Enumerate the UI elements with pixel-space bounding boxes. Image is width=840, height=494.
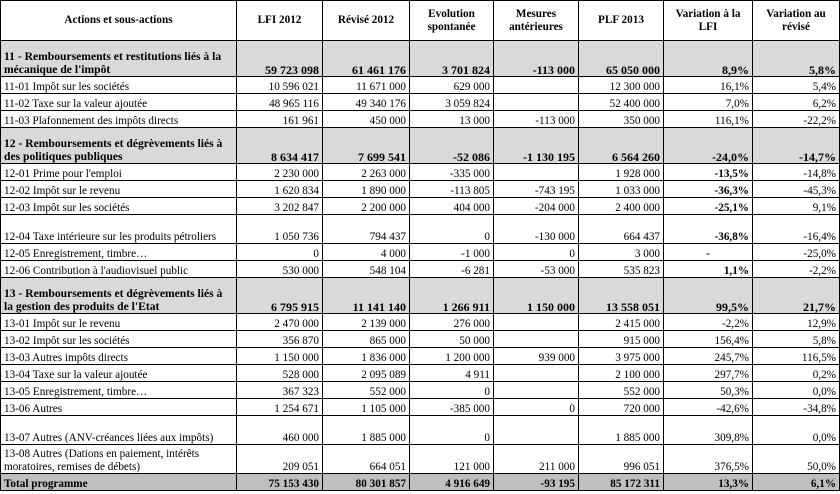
plf-2013-cell: 13 558 051: [579, 278, 664, 314]
evolution-cell: -1 000: [410, 244, 494, 261]
table-body: [1, 41, 840, 491]
revise-2012-cell: 61 461 176: [323, 41, 410, 77]
evolution-cell: 1 266 911: [410, 278, 494, 314]
variation-revise-cell: 5,8%: [753, 41, 840, 77]
evolution-cell: 50 000: [410, 331, 494, 348]
table-row: [1, 382, 840, 399]
row-label: 11 - Remboursements et restitutions liés à la mécanique de l'impôt: [1, 41, 237, 77]
mesures-cell: -130 000: [494, 215, 579, 244]
plf-2013-cell: 85 172 311: [579, 474, 664, 491]
variation-lfi-cell: 1,1%: [664, 261, 753, 278]
lfi-2012-cell: 530 000: [237, 261, 323, 278]
evolution-cell: -113 805: [410, 181, 494, 198]
section-row: [1, 41, 840, 77]
evolution-cell: 13 000: [410, 111, 494, 128]
variation-revise-cell: 116,5%: [753, 348, 840, 365]
plf-2013-cell: 2 100 000: [579, 365, 664, 382]
revise-2012-cell: 2 200 000: [323, 198, 410, 215]
mesures-cell: -743 195: [494, 181, 579, 198]
lfi-2012-cell: 10 596 021: [237, 77, 323, 94]
plf-2013-cell: 65 050 000: [579, 41, 664, 77]
section-row: [1, 128, 840, 164]
header-plf-2013: PLF 2013: [579, 1, 664, 41]
revise-2012-cell: 450 000: [323, 111, 410, 128]
mesures-cell: 0: [494, 244, 579, 261]
variation-revise-cell: -25,0%: [753, 244, 840, 261]
row-label: 12-02 Impôt sur le revenu: [1, 181, 237, 198]
revise-2012-cell: 7 699 541: [323, 128, 410, 164]
variation-revise-cell: -45,3%: [753, 181, 840, 198]
header-evolution-spontanee: Evolution spontanée: [410, 1, 494, 41]
header-variation-lfi: Variation à la LFI: [664, 1, 753, 41]
lfi-2012-cell: 3 202 847: [237, 198, 323, 215]
lfi-2012-cell: 161 961: [237, 111, 323, 128]
variation-lfi-cell: -2,2%: [664, 314, 753, 331]
lfi-2012-cell: 460 000: [237, 416, 323, 445]
variation-lfi-cell: 99,5%: [664, 278, 753, 314]
plf-2013-cell: 915 000: [579, 331, 664, 348]
lfi-2012-cell: 2 470 000: [237, 314, 323, 331]
row-label: 11-01 Impôt sur les sociétés: [1, 77, 237, 94]
header-mesures-anterieures: Mesures antérieures: [494, 1, 579, 41]
evolution-cell: 3 701 824: [410, 41, 494, 77]
table-row: [1, 244, 840, 261]
plf-2013-cell: 1 033 000: [579, 181, 664, 198]
plf-2013-cell: 664 437: [579, 215, 664, 244]
mesures-cell: [494, 94, 579, 111]
lfi-2012-cell: 6 795 915: [237, 278, 323, 314]
evolution-cell: 276 000: [410, 314, 494, 331]
variation-revise-cell: 12,9%: [753, 314, 840, 331]
variation-lfi-cell: 245,7%: [664, 348, 753, 365]
row-label: 12-06 Contribution à l'audiovisuel public: [1, 261, 237, 278]
evolution-cell: 0: [410, 416, 494, 445]
table-row: [1, 261, 840, 278]
variation-lfi-cell: -: [664, 244, 753, 261]
variation-lfi-cell: -36,3%: [664, 181, 753, 198]
revise-2012-cell: 2 263 000: [323, 164, 410, 181]
mesures-cell: 211 000: [494, 445, 579, 474]
row-label: 13-01 Impôt sur le revenu: [1, 314, 237, 331]
lfi-2012-cell: 59 723 098: [237, 41, 323, 77]
table-row: [1, 215, 840, 244]
variation-revise-cell: -14,8%: [753, 164, 840, 181]
row-label: 13-03 Autres impôts directs: [1, 348, 237, 365]
plf-2013-cell: 1 885 000: [579, 416, 664, 445]
variation-revise-cell: 50,0%: [753, 445, 840, 474]
evolution-cell: 0: [410, 215, 494, 244]
lfi-2012-cell: 367 323: [237, 382, 323, 399]
revise-2012-cell: 1 105 000: [323, 399, 410, 416]
lfi-2012-cell: 1 254 671: [237, 399, 323, 416]
lfi-2012-cell: 48 965 116: [237, 94, 323, 111]
revise-2012-cell: 548 104: [323, 261, 410, 278]
variation-lfi-cell: 376,5%: [664, 445, 753, 474]
variation-lfi-cell: 156,4%: [664, 331, 753, 348]
mesures-cell: -113 000: [494, 111, 579, 128]
table-row: [1, 198, 840, 215]
lfi-2012-cell: 1 050 736: [237, 215, 323, 244]
evolution-cell: 1 200 000: [410, 348, 494, 365]
lfi-2012-cell: 75 153 430: [237, 474, 323, 491]
variation-revise-cell: 5,4%: [753, 77, 840, 94]
plf-2013-cell: 2 400 000: [579, 198, 664, 215]
header-actions: Actions et sous-actions: [1, 1, 237, 41]
plf-2013-cell: 552 000: [579, 382, 664, 399]
mesures-cell: -113 000: [494, 41, 579, 77]
variation-revise-cell: 6,2%: [753, 94, 840, 111]
lfi-2012-cell: 2 230 000: [237, 164, 323, 181]
mesures-cell: -93 195: [494, 474, 579, 491]
lfi-2012-cell: 528 000: [237, 365, 323, 382]
mesures-cell: [494, 416, 579, 445]
variation-revise-cell: 6,1%: [753, 474, 840, 491]
revise-2012-cell: 4 000: [323, 244, 410, 261]
plf-2013-cell: 2 415 000: [579, 314, 664, 331]
mesures-cell: [494, 314, 579, 331]
table-row: [1, 94, 840, 111]
table-row: [1, 399, 840, 416]
row-label: 11-03 Plafonnement des impôts directs: [1, 111, 237, 128]
table-row: [1, 164, 840, 181]
header-row: [1, 1, 840, 41]
row-label: 13-07 Autres (ANV-créances liées aux impôts): [1, 416, 237, 445]
row-label: 11-02 Taxe sur la valeur ajoutée: [1, 94, 237, 111]
variation-revise-cell: 9,1%: [753, 198, 840, 215]
evolution-cell: 4 911: [410, 365, 494, 382]
variation-revise-cell: -16,4%: [753, 215, 840, 244]
variation-lfi-cell: 13,3%: [664, 474, 753, 491]
mesures-cell: 0: [494, 399, 579, 416]
plf-2013-cell: 1 928 000: [579, 164, 664, 181]
table-row: [1, 77, 840, 94]
variation-lfi-cell: 309,8%: [664, 416, 753, 445]
lfi-2012-cell: 0: [237, 244, 323, 261]
plf-2013-cell: 6 564 260: [579, 128, 664, 164]
evolution-cell: 0: [410, 382, 494, 399]
row-label: 13-04 Taxe sur la valeur ajoutée: [1, 365, 237, 382]
section-row: [1, 278, 840, 314]
evolution-cell: -6 281: [410, 261, 494, 278]
revise-2012-cell: 1 890 000: [323, 181, 410, 198]
variation-lfi-cell: 50,3%: [664, 382, 753, 399]
table-row: [1, 416, 840, 445]
row-label: 12-04 Taxe intérieure sur les produits pétroliers: [1, 215, 237, 244]
row-label: 13 - Remboursements et dégrèvements liés à la gestion des produits de l'Etat: [1, 278, 237, 314]
evolution-cell: 629 000: [410, 77, 494, 94]
row-label: 12-05 Enregistrement, timbre…: [1, 244, 237, 261]
evolution-cell: -385 000: [410, 399, 494, 416]
evolution-cell: 4 916 649: [410, 474, 494, 491]
mesures-cell: -53 000: [494, 261, 579, 278]
table-row: [1, 331, 840, 348]
row-label: 13-02 Impôt sur les sociétés: [1, 331, 237, 348]
mesures-cell: 1 150 000: [494, 278, 579, 314]
header-lfi-2012: LFI 2012: [237, 1, 323, 41]
revise-2012-cell: 2 095 089: [323, 365, 410, 382]
plf-2013-cell: 12 300 000: [579, 77, 664, 94]
row-label: Total programme: [1, 474, 237, 491]
evolution-cell: 404 000: [410, 198, 494, 215]
plf-2013-cell: 3 000: [579, 244, 664, 261]
variation-lfi-cell: -42,6%: [664, 399, 753, 416]
mesures-cell: [494, 382, 579, 399]
variation-lfi-cell: -24,0%: [664, 128, 753, 164]
plf-2013-cell: 3 975 000: [579, 348, 664, 365]
revise-2012-cell: 865 000: [323, 331, 410, 348]
revise-2012-cell: 664 051: [323, 445, 410, 474]
plf-2013-cell: 720 000: [579, 399, 664, 416]
lfi-2012-cell: 1 620 834: [237, 181, 323, 198]
plf-2013-cell: 52 400 000: [579, 94, 664, 111]
revise-2012-cell: 552 000: [323, 382, 410, 399]
lfi-2012-cell: 356 870: [237, 331, 323, 348]
variation-revise-cell: 0,0%: [753, 382, 840, 399]
revise-2012-cell: 11 141 140: [323, 278, 410, 314]
row-label: 12-03 Impôt sur les sociétés: [1, 198, 237, 215]
variation-revise-cell: 0,2%: [753, 365, 840, 382]
revise-2012-cell: 11 671 000: [323, 77, 410, 94]
revise-2012-cell: 794 437: [323, 215, 410, 244]
lfi-2012-cell: 1 150 000: [237, 348, 323, 365]
variation-revise-cell: -22,2%: [753, 111, 840, 128]
variation-lfi-cell: 297,7%: [664, 365, 753, 382]
header-variation-revise: Variation au révisé: [753, 1, 840, 41]
revise-2012-cell: 80 301 857: [323, 474, 410, 491]
row-label: 13-06 Autres: [1, 399, 237, 416]
evolution-cell: -335 000: [410, 164, 494, 181]
lfi-2012-cell: 8 634 417: [237, 128, 323, 164]
lfi-2012-cell: 209 051: [237, 445, 323, 474]
mesures-cell: 939 000: [494, 348, 579, 365]
variation-lfi-cell: -25,1%: [664, 198, 753, 215]
row-label: 12 - Remboursements et dégrèvements liés à des politiques publiques: [1, 128, 237, 164]
plf-2013-cell: 535 823: [579, 261, 664, 278]
variation-lfi-cell: 116,1%: [664, 111, 753, 128]
mesures-cell: -1 130 195: [494, 128, 579, 164]
evolution-cell: 121 000: [410, 445, 494, 474]
table-row: [1, 365, 840, 382]
mesures-cell: [494, 164, 579, 181]
variation-lfi-cell: 8,9%: [664, 41, 753, 77]
mesures-cell: -204 000: [494, 198, 579, 215]
table-row: [1, 111, 840, 128]
header-revise-2012: Révisé 2012: [323, 1, 410, 41]
total-row: [1, 474, 840, 491]
evolution-cell: 3 059 824: [410, 94, 494, 111]
plf-2013-cell: 350 000: [579, 111, 664, 128]
variation-lfi-cell: 7,0%: [664, 94, 753, 111]
variation-revise-cell: -14,7%: [753, 128, 840, 164]
row-label: 13-05 Enregistrement, timbre…: [1, 382, 237, 399]
variation-revise-cell: 5,8%: [753, 331, 840, 348]
evolution-cell: -52 086: [410, 128, 494, 164]
variation-lfi-cell: -36,8%: [664, 215, 753, 244]
table-row: [1, 181, 840, 198]
variation-lfi-cell: 16,1%: [664, 77, 753, 94]
table-row: [1, 314, 840, 331]
row-label: 13-08 Autres (Dations en paiement, intérêts moratoires, remises de débets): [1, 445, 237, 474]
revise-2012-cell: 1 836 000: [323, 348, 410, 365]
variation-revise-cell: 21,7%: [753, 278, 840, 314]
table-row: [1, 348, 840, 365]
variation-lfi-cell: -13,5%: [664, 164, 753, 181]
revise-2012-cell: 2 139 000: [323, 314, 410, 331]
variation-revise-cell: -2,2%: [753, 261, 840, 278]
variation-revise-cell: 0,0%: [753, 416, 840, 445]
variation-revise-cell: -34,8%: [753, 399, 840, 416]
mesures-cell: [494, 77, 579, 94]
revise-2012-cell: 1 885 000: [323, 416, 410, 445]
row-label: 12-01 Prime pour l'emploi: [1, 164, 237, 181]
revise-2012-cell: 49 340 176: [323, 94, 410, 111]
plf-2013-cell: 996 051: [579, 445, 664, 474]
table-row: [1, 445, 840, 474]
mesures-cell: [494, 331, 579, 348]
mesures-cell: [494, 365, 579, 382]
